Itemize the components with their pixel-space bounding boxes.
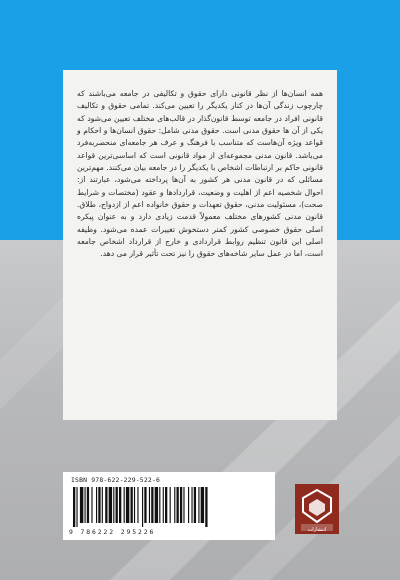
isbn-label: ISBN 978-622-229-522-6: [71, 476, 161, 484]
back-cover-description: همه انسان‌ها از نظر قانونی دارای حقوق و تکالیفی در جامعه می‌باشند که چارچوب زندگی آن‌ها در کنار یکدیگر را تعیین می‌کند. تمامی حقوق و تکالیف قانونی افراد در جامعه توسط قانون‌گذار در قالب‌های مختلف تعیین می‌شود که یکی از آن ها حقوق مدنی است. حقوق مدنی شامل: حقوق انسان‌ها و احکام و قواعد ویژه آن‌هاست که متناسب با فرهنگ و عرف هر جامعه‌ای منحصربه‌فرد می‌باشد. قانون مدنی مجموعه‌ای از مواد قانونی است که اساسی‌ترین قواعد قانونی حاکم بر ارتباطات اشخاص با یکدیگر را در جامعه بیان می‌کنند. مهم‌ترین مسائلی که در قانون مدنی هر کشور به آن‌ها پرداخته می‌شود، عبارتند از: احوال شخصیه اعم از اهلیت و وضعیت، قراردادها و عقود (مختصات و شرایط صحت)، مسئولیت مدنی، حقوق تعهدات و حقوق خانواده اعم از ازدواج، طلاق. قانون مدنی کشورهای مختلف معمولاً قدمت زیادی دارد و به عنوان پیکره اصلی حقوق خصوصی کشور کمتر دستخوش تغییرات عمده می‌شود. وظیفه اصلی این قانون تنظیم روابط قراردادی و خارج از قرارداد اشخاص جامعه است، اما در عمل سایر شاخه‌های حقوق را نیز تحت تأثیر قرار می دهد.: [77, 89, 323, 259]
back-cover-text-panel: [63, 70, 337, 420]
barcode-icon: [69, 487, 269, 527]
isbn-barcode-box: [63, 472, 275, 540]
publisher-logo-caption: انتشارات: [307, 527, 327, 533]
barcode-digits: 9 786222 295226: [69, 528, 156, 536]
publisher-logo: [295, 484, 339, 534]
